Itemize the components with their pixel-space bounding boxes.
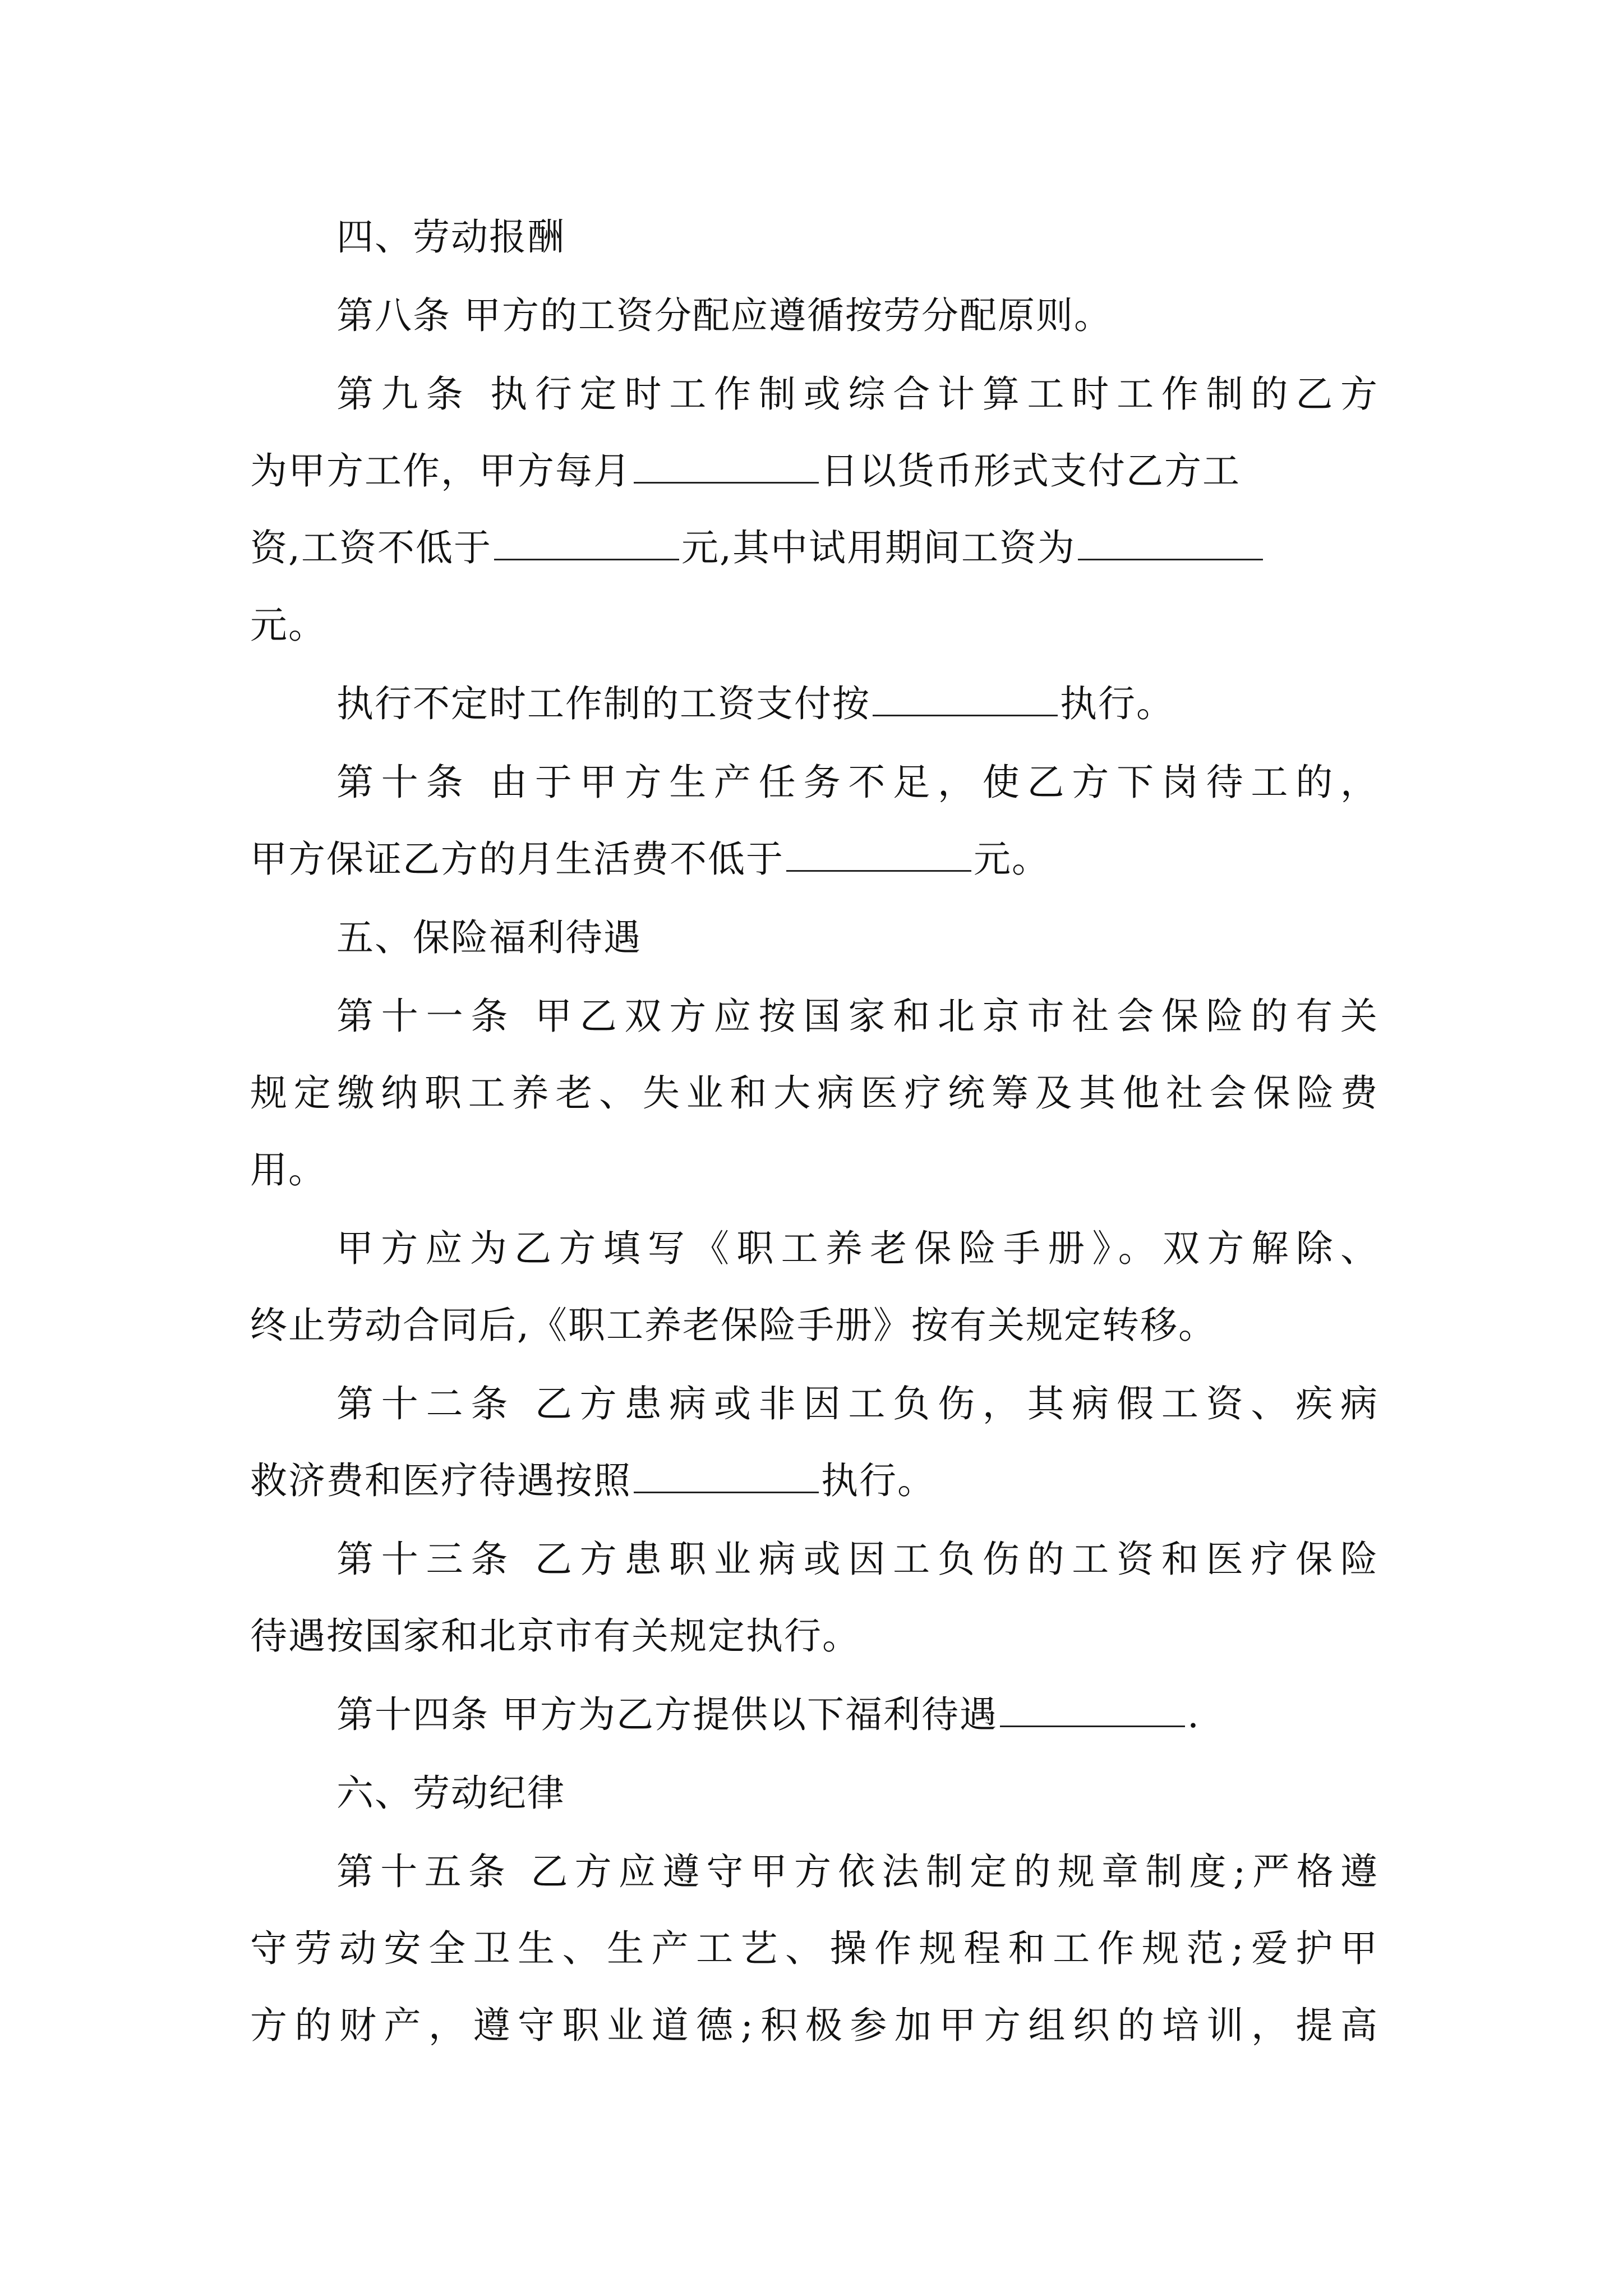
welfare-blank[interactable]: [1000, 1693, 1185, 1727]
article-10-line-2-text-b: 元。: [974, 838, 1050, 881]
section-heading-remuneration: 四、劳动报酬: [336, 215, 565, 259]
article-11-line-3: 用。: [250, 1148, 326, 1191]
article-9-line-2-text-a: 为甲方工作，甲方每月: [250, 449, 631, 493]
article-8: 第八条 甲方的工资分配应遵循按劳分配原则。: [336, 294, 1112, 337]
article-15-line-2: 守劳动安全卫生、生产工艺、操作规程和工作规范;爱护甲: [250, 1927, 1378, 1970]
article-9-line-5-text-a: 执行不定时工作制的工资支付按: [336, 682, 870, 725]
article-15-line-1: 第十五条 乙方应遵守甲方依法制定的规章制度;严格遵: [336, 1850, 1378, 1893]
article-9-line-4: 元。: [250, 604, 326, 647]
section-heading-insurance: 五、保险福利待遇: [336, 916, 642, 959]
article-10-line-2-text-a: 甲方保证乙方的月生活费不低于: [250, 838, 784, 881]
flexible-pay-blank[interactable]: [873, 682, 1058, 716]
article-9-line-5: [336, 679, 1174, 729]
pay-day-blank[interactable]: [634, 449, 819, 484]
article-10-line-1: 第十条 由于甲方生产任务不足，使乙方下岗待工的，: [336, 761, 1378, 804]
min-wage-blank[interactable]: [494, 526, 679, 560]
sick-pay-blank[interactable]: [634, 1459, 819, 1493]
living-allowance-blank[interactable]: [786, 838, 971, 872]
article-14-line-1-text-b: .: [1187, 1693, 1200, 1736]
article-11-line-2: 规定缴纳职工养老、失业和大病医疗统筹及其他社会保险费: [250, 1071, 1378, 1115]
article-12-line-2: [250, 1456, 935, 1506]
article-9-line-3-text-b: 元,其中试用期间工资为: [681, 526, 1076, 569]
probation-wage-blank[interactable]: [1078, 526, 1263, 560]
article-9-line-3-text-a: 资,工资不低于: [250, 526, 492, 569]
article-13-line-1: 第十三条 乙方患职业病或因工负伤的工资和医疗保险: [336, 1538, 1378, 1581]
article-12-line-1: 第十二条 乙方患病或非因工负伤，其病假工资、疾病: [336, 1382, 1378, 1425]
section-heading-discipline: 六、劳动纪律: [336, 1772, 565, 1815]
article-15-line-3: 方的财产，遵守职业道德;积极参加甲方组织的培训，提高: [250, 2004, 1378, 2047]
article-9-line-2-text-b: 日以货币形式支付乙方工: [821, 449, 1241, 493]
article-14-line-1-text-a: 第十四条 甲方为乙方提供以下福利待遇: [336, 1693, 998, 1736]
article-11-line-1: 第十一条 甲乙双方应按国家和北京市社会保险的有关: [336, 995, 1378, 1038]
article-9-line-3: [250, 523, 1263, 573]
article-10-line-2: [250, 834, 1050, 885]
article-9-line-2: [250, 446, 1241, 496]
article-12-line-2-text-b: 执行。: [821, 1459, 935, 1502]
article-9-line-1: 第九条 执行定时工作制或综合计算工时工作制的乙方: [336, 372, 1378, 416]
article-11-line-5: 终止劳动合同后,《职工养老保险手册》按有关规定转移。: [250, 1304, 1216, 1347]
article-9-line-5-text-b: 执行。: [1060, 682, 1174, 725]
article-12-line-2-text-a: 救济费和医疗待遇按照: [250, 1459, 631, 1502]
article-14-line-1: [336, 1690, 1200, 1740]
article-11-line-4: 甲方应为乙方填写《职工养老保险手册》。双方解除、: [336, 1227, 1378, 1270]
article-13-line-2: 待遇按国家和北京市有关规定执行。: [250, 1614, 860, 1658]
